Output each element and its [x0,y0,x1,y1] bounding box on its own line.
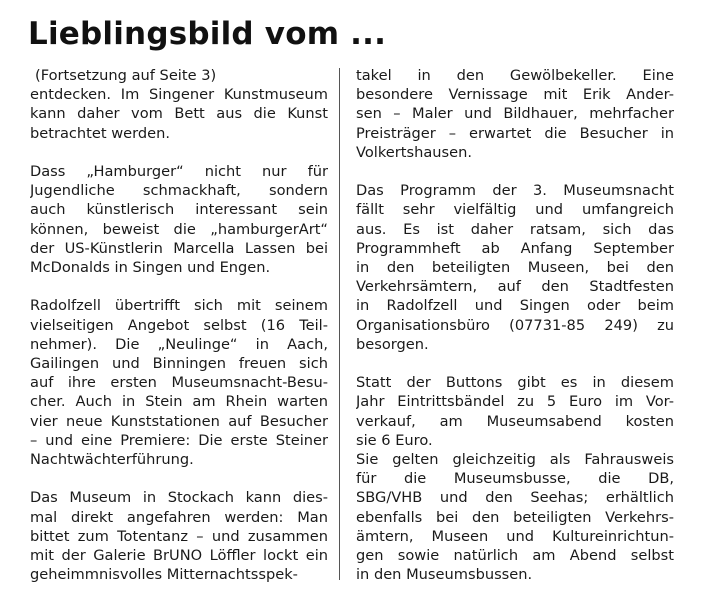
paragraph [30,296,328,469]
article-headline: Lieblingsbild vom ... [28,16,387,52]
article-column-right [356,66,674,604]
text-line: mit der Galerie BrUNO Löffler lockt ein [30,547,328,565]
text-line: mal direkt angefahren werden: Man [30,508,328,526]
text-line: sen – Maler und Bildhauer, mehrfacher [356,105,674,123]
text-line: ebenfalls bei den beteiligten Verkehrs- [356,508,674,526]
text-line: Das Programm der 3. Museumsnacht [356,182,674,200]
text-line: SBG/VHB und den Seehas; erhältlich [356,489,674,507]
text-line: in den Museumsbussen. [356,566,533,584]
text-line: bittet zum Totentanz – und zusammen [30,527,328,545]
paragraph [30,162,328,277]
text-line: auch künstlerisch interessant sein [30,201,328,219]
text-line: Preisträger – erwartet die Besucher in [356,124,674,142]
text-line: Sie gelten gleichzeitig als Fahrausweis [356,451,674,469]
text-line: Programmheft ab Anfang September [356,239,674,257]
text-line: Radolfzell übertrifft sich mit seinem [30,297,328,315]
text-line: Volkertshausen. [356,143,472,161]
text-line: aus. Es ist daher ratsam, sich das [356,220,674,238]
text-line: nehmer). Die „Neulinge“ in Aach, [30,335,328,353]
text-line: gen sowie natürlich am Abend selbst [356,547,674,565]
text-line: in den beteiligten Museen, bei den [356,259,674,277]
paragraph [356,66,674,162]
article-column-left [30,66,328,604]
paragraph [356,181,674,354]
continuation-note: (Fortsetzung auf Seite 3) [35,67,217,84]
text-line: – und eine Premiere: Die erste Steiner [30,431,328,449]
text-line: kann daher vom Bett aus die Kunst [30,105,328,123]
text-line: vier neue Kunststationen auf Besucher [30,412,328,430]
text-line: auf ihre ersten Museumsnacht-Besu- [30,374,328,392]
text-line: Statt der Buttons gibt es in diesem [356,374,674,392]
text-line: Dass „Hamburger“ nicht nur für [30,163,328,180]
text-line: können, beweist die „hamburgerArt“ [30,220,328,238]
text-line: cher. Auch in Stein am Rhein warten [30,393,328,411]
text-line: Organisationsbüro (07731-85 249) zu [356,316,674,334]
paragraph [30,488,328,584]
text-line: für die Museumsbusse, die DB, [356,470,674,488]
text-line: Nachtwächterführung. [30,451,194,469]
text-line: in Radolfzell und Singen oder beim [356,297,674,315]
paragraph [356,450,674,584]
text-line: besorgen. [356,335,429,353]
text-line: verkauf, am Museumsabend kosten [356,412,674,430]
text-line: vielseitigen Angebot selbst (16 Teil- [30,316,328,334]
text-line: takel in den Gewölbekeller. Eine [356,67,674,84]
text-line: der US-Künstlerin Marcella Lassen bei [30,239,328,257]
text-line: entdecken. Im Singener Kunstmuseum [30,86,328,104]
text-line: geheimmnisvolles Mitternachtsspek- [30,566,298,584]
text-line: sie 6 Euro. [356,431,433,449]
text-line: Das Museum in Stockach kann dies- [30,489,328,507]
paragraph [356,373,674,450]
text-line: McDonalds in Singen und Engen. [30,259,271,277]
column-divider [339,68,340,580]
text-line: fällt sehr vielfältig und umfangreich [356,201,674,219]
text-line: ämtern, Museen und Kultureinrichtun- [356,527,674,545]
text-line: Jahr Eintrittsbändel zu 5 Euro im Vor- [356,393,674,411]
paragraph [30,85,328,143]
text-line: Jugendliche schmackhaft, sondern [30,182,328,200]
text-line: besondere Vernissage mit Erik Ander- [356,86,674,104]
text-line: Verkehrsämtern, auf den Stadtfesten [356,278,674,296]
text-line: Gailingen und Binningen freuen sich [30,355,328,373]
text-line: betrachtet werden. [30,124,171,142]
